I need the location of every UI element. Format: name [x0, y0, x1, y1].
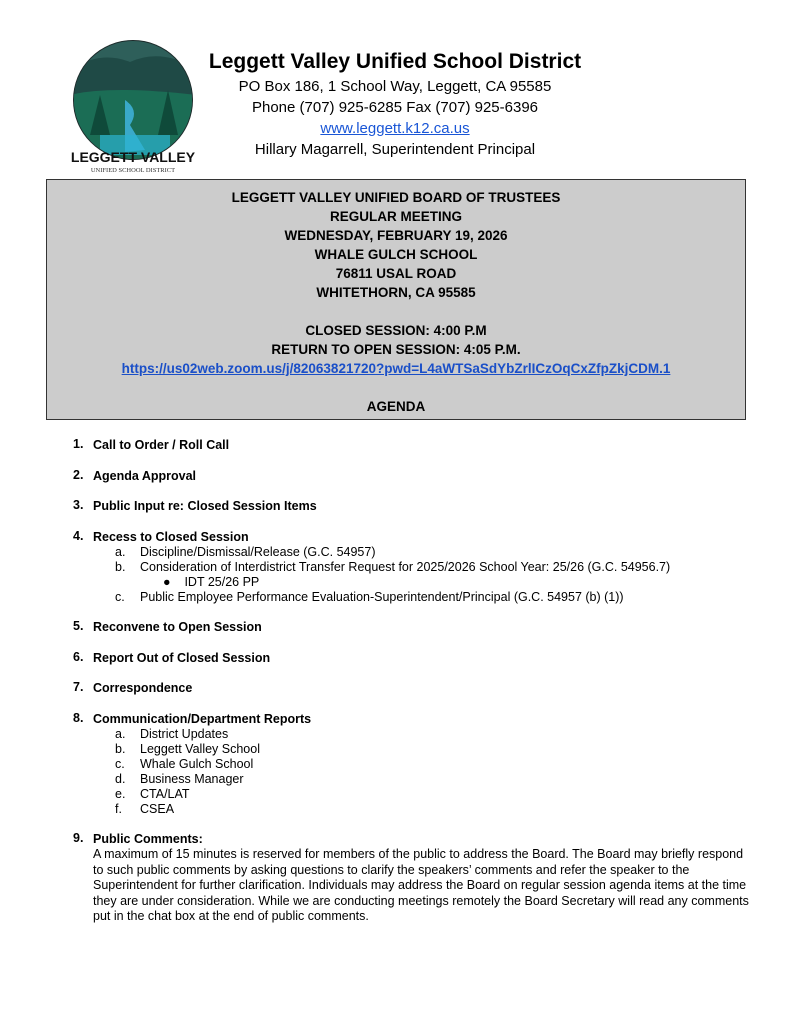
bullet-icon: ●: [163, 574, 185, 589]
website-link[interactable]: www.leggett.k12.ca.us: [320, 120, 470, 137]
item-number: 1.: [73, 437, 84, 451]
sub-item-letter: a.: [115, 544, 126, 559]
sub-item-text: Business Manager: [140, 771, 244, 786]
agenda-list: [73, 437, 753, 939]
agenda-label: AGENDA: [366, 399, 426, 414]
bullet-item: [163, 575, 753, 590]
sub-item: [115, 590, 753, 605]
address: PO Box 186, 1 School Way, Leggett, CA 95585: [238, 78, 552, 95]
sub-item: [115, 787, 753, 802]
agenda-item: [73, 529, 753, 605]
sub-item-letter: e.: [115, 786, 126, 801]
meeting-header-box: [46, 179, 746, 420]
closed-session-time: CLOSED SESSION: 4:00 P.M: [305, 323, 487, 338]
item-number: 5.: [73, 619, 84, 633]
logo-subtext: UNIFIED SCHOOL DISTRICT: [90, 167, 176, 174]
sub-item: [115, 802, 753, 817]
agenda-item: [73, 437, 753, 453]
letterhead: [180, 48, 610, 160]
sub-item-letter: b.: [115, 559, 126, 574]
sub-item: [115, 560, 753, 575]
phone-fax: Phone (707) 925-6285 Fax (707) 925-6396: [251, 99, 539, 116]
sub-item-text: Discipline/Dismissal/Release (G.C. 54957): [140, 544, 376, 559]
agenda-item: [73, 680, 753, 696]
header-line: LEGGETT VALLEY UNIFIED BOARD OF TRUSTEES: [231, 190, 561, 205]
header-line: REGULAR MEETING: [329, 209, 462, 224]
item-description: A maximum of 15 minutes is reserved for members of the public to address the Board. The Board may briefly respond to such public comments by asking questions to clarify the speakers’ comments and refer the speaker to the Superintendent for further clarification. Individuals may address the Board on regular session agenda items at the time they are under consideration. While we are conducting meetings remotely the Board Secretary will read any comments put in the chat box at the end of public comments.: [93, 847, 749, 923]
agenda-item: [73, 650, 753, 666]
agenda-item: [73, 711, 753, 817]
sub-item: [115, 772, 753, 787]
item-number: 2.: [73, 467, 84, 482]
sub-item-letter: c.: [115, 589, 125, 604]
sub-item-text: CSEA: [140, 801, 175, 816]
item-title: Agenda Approval: [93, 468, 197, 483]
item-number: 8.: [73, 710, 84, 725]
item-number: 6.: [73, 649, 84, 664]
item-number: 4.: [73, 528, 84, 543]
district-name: Leggett Valley Unified School District: [208, 50, 582, 73]
sub-item: [115, 757, 753, 772]
sub-item-letter: b.: [115, 741, 126, 756]
sub-item-letter: d.: [115, 771, 126, 786]
sub-item: [115, 545, 753, 560]
logo-text: LEGGETT VALLEY: [70, 149, 196, 165]
item-title: Reconvene to Open Session: [93, 620, 262, 634]
item-title: Public Comments:: [93, 832, 203, 846]
header-line: 76811 USAL ROAD: [335, 266, 457, 281]
superintendent: Hillary Magarrell, Superintendent Principal: [254, 141, 536, 158]
district-logo: [70, 40, 196, 175]
sub-item-text: Public Employee Performance Evaluation-Superintendent/Principal (G.C. 54957 (b) (1)): [140, 589, 624, 604]
item-title: Communication/Department Reports: [93, 711, 312, 726]
bullet-text: IDT 25/26 PP: [184, 574, 260, 589]
item-title: Recess to Closed Session: [93, 529, 249, 544]
zoom-link[interactable]: https://us02web.zoom.us/j/82063821720?pwd=L4aWTSaSdYbZrlICzOqCxZfpZkjCDM.1: [121, 361, 671, 376]
sub-item-letter: c.: [115, 756, 125, 771]
agenda-item: [73, 831, 753, 925]
item-title: Report Out of Closed Session: [93, 650, 271, 665]
sub-item-text: Consideration of Interdistrict Transfer Request for 2025/2026 School Year: 25/26 (G.C. 54956.7): [140, 559, 671, 574]
sub-item-text: CTA/LAT: [140, 786, 190, 801]
sub-item: [115, 727, 753, 742]
header-line: WHITETHORN, CA 95585: [316, 285, 476, 300]
header-line: WEDNESDAY, FEBRUARY 19, 2026: [284, 228, 508, 243]
sub-item: [115, 742, 753, 757]
item-number: 7.: [73, 680, 84, 694]
sub-item-text: Leggett Valley School: [140, 741, 260, 756]
agenda-item: [73, 498, 753, 514]
item-number: 9.: [73, 831, 84, 845]
agenda-item: [73, 468, 753, 484]
item-title: Correspondence: [93, 681, 193, 695]
header-line: WHALE GULCH SCHOOL: [314, 247, 478, 262]
item-number: 3.: [73, 498, 84, 512]
sub-item-letter: f.: [115, 801, 122, 816]
item-title: Public Input re: Closed Session Items: [93, 499, 317, 513]
item-title: Call to Order / Roll Call: [93, 438, 230, 452]
sub-item-text: Whale Gulch School: [140, 756, 254, 771]
agenda-item: [73, 619, 753, 635]
sub-item-letter: a.: [115, 726, 126, 741]
sub-item-text: District Updates: [140, 726, 229, 741]
open-session-time: RETURN TO OPEN SESSION: 4:05 P.M.: [271, 342, 521, 357]
